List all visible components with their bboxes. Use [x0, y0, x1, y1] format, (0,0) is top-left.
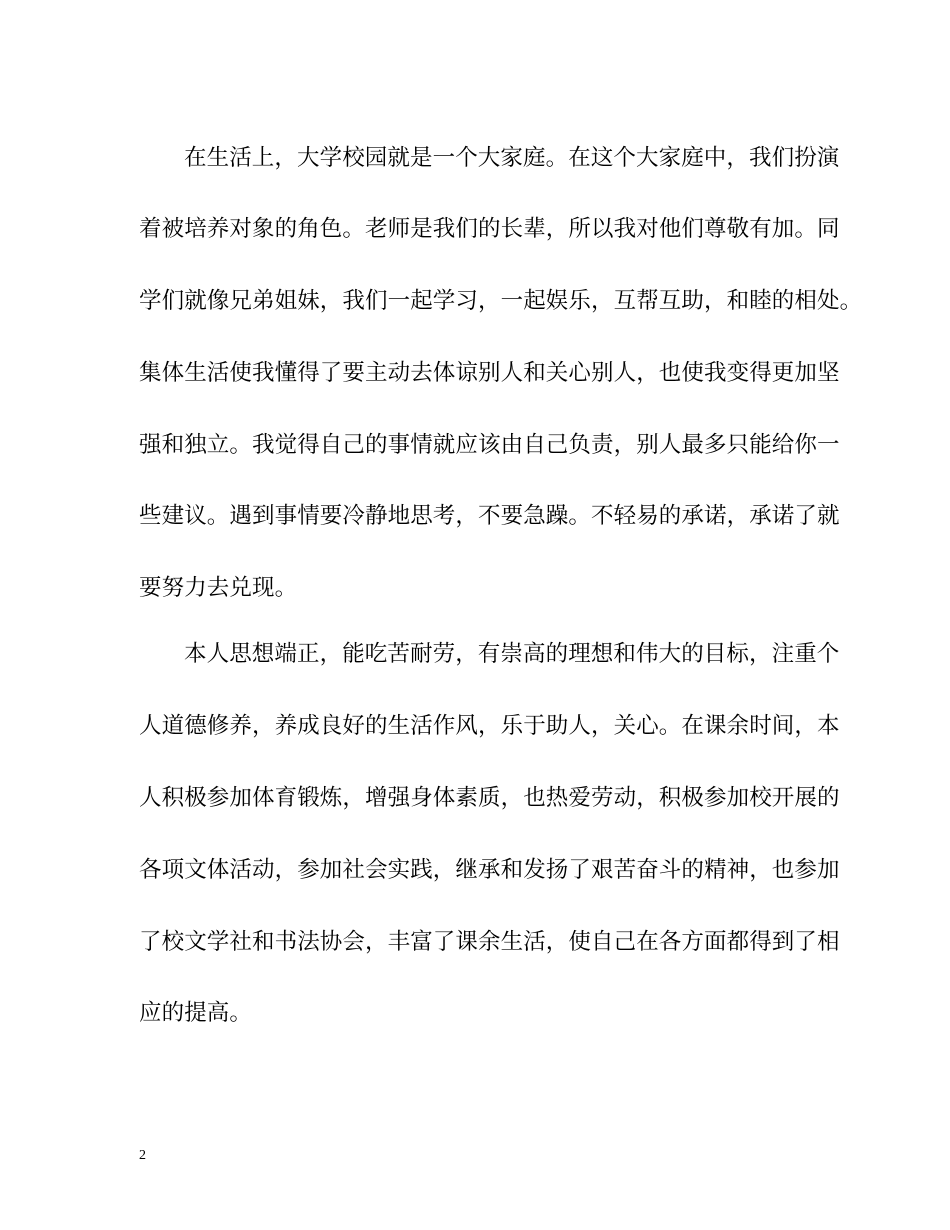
text-line: 些建议。遇到事情要冷静地思考，不要急躁。不轻易的承诺，承诺了就 [139, 503, 840, 529]
text-line: 集体生活使我懂得了要主动去体谅别人和关心别人，也使我变得更加坚 [139, 360, 840, 386]
text-line: 了校文学社和书法协会，丰富了课余生活，使自己在各方面都得到了相 [139, 929, 840, 955]
text-line: 着被培养对象的角色。老师是我们的长辈，所以我对他们尊敬有加。同 [139, 216, 840, 242]
text-line: 各项文体活动，参加社会实践，继承和发扬了艰苦奋斗的精神，也参加 [139, 857, 840, 883]
text-line: 学们就像兄弟姐妹，我们一起学习，一起娱乐，互帮互助，和睦的相处。 [139, 288, 863, 314]
page-number: 2 [139, 1148, 146, 1163]
text-line: 要努力去兑现。 [139, 575, 298, 601]
text-line: 在生活上，大学校园就是一个大家庭。在这个大家庭中，我们扮演 [184, 145, 840, 171]
text-line: 强和独立。我觉得自己的事情就应该由自己负责，别人最多只能给你一 [139, 432, 840, 458]
text-line: 本人思想端正，能吃苦耐劳，有崇高的理想和伟大的目标，注重个 [184, 641, 840, 667]
text-line: 应的提高。 [139, 1000, 253, 1026]
text-line: 人道德修养，养成良好的生活作风，乐于助人，关心。在课余时间，本 [139, 713, 840, 739]
text-line: 人积极参加体育锻炼，增强身体素质，也热爱劳动，积极参加校开展的 [139, 785, 840, 811]
